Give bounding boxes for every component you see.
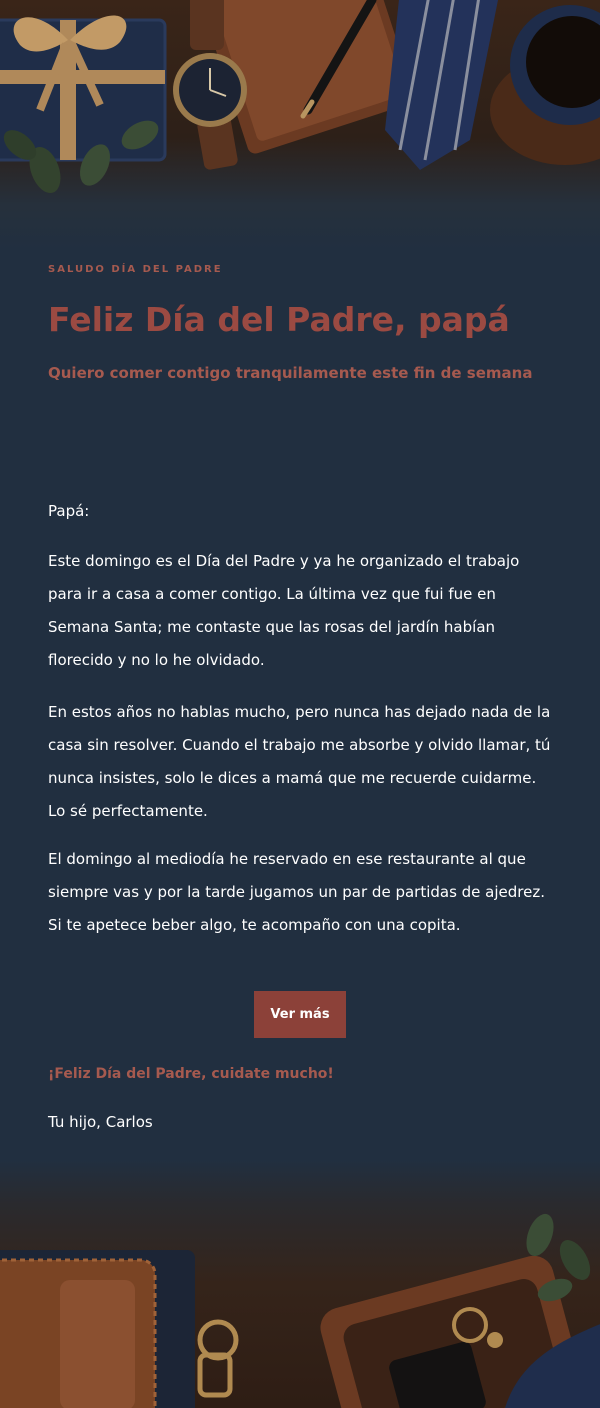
top-banner-image (0, 0, 600, 250)
letter-paragraph: El domingo al mediodía he reservado en ese restaurante al que siempre vas y por la tarde jugamos un par de partidas de ajedrez. Si te apetece beber algo, te acompaño con una copita. (48, 850, 545, 934)
keychain-icon (200, 1322, 236, 1395)
closing-line: ¡Feliz Día del Padre, cuidate mucho! (48, 1066, 334, 1082)
coffee-cup-icon (490, 5, 600, 165)
letter-greeting: Papá: (48, 502, 90, 520)
eyebrow-label: SALUDO DÍA DEL PADRE (48, 264, 223, 275)
page-title: Feliz Día del Padre, papá (48, 300, 510, 339)
signature: Tu hijo, Carlos (48, 1113, 153, 1131)
necktie-icon (385, 0, 500, 170)
letter-paragraph: En estos años no hablas mucho, pero nunca has dejado nada de la casa sin resolver. Cuando el trabajo me absorbe y olvido llamar, tú nunca insistes, solo le dices a mamá que me recuerde cuidarme. Lo sé perfectamente. (48, 703, 551, 820)
letter-paragraph: Este domingo es el Día del Padre y ya he organizado el trabajo para ir a casa a comer contigo. La última vez que fui fue en Semana Santa; me contaste que las rosas del jardín habían florecido y no lo he olvidado. (48, 552, 520, 669)
subtitle: Quiero comer contigo tranquilamente este fin de semana (48, 364, 533, 382)
leather-wallet-icon (0, 1250, 195, 1408)
bottom-banner-image (0, 1160, 600, 1408)
ver-mas-button[interactable]: Ver más (254, 991, 346, 1038)
